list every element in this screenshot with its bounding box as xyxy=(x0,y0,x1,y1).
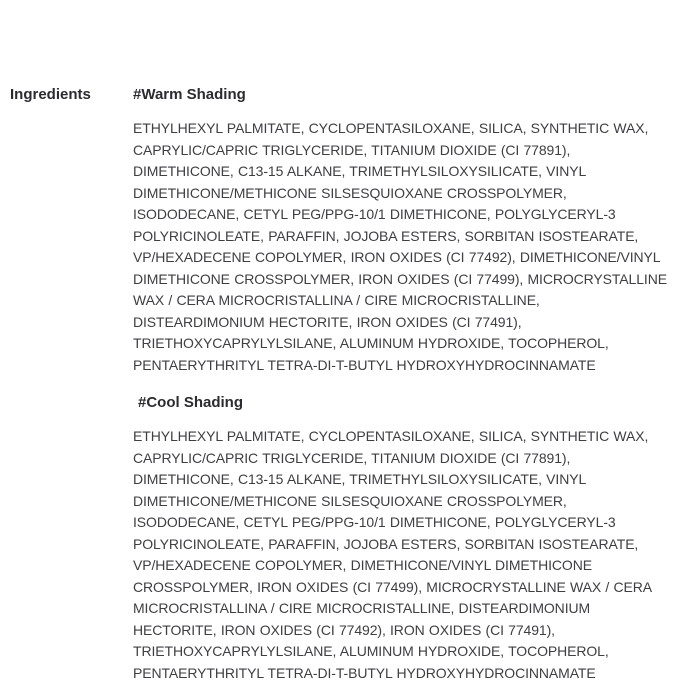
ingredient-group-warm-shading xyxy=(133,84,673,376)
ingredients-content-column xyxy=(133,84,673,684)
ingredients-label: Ingredients xyxy=(10,86,91,103)
warm-shading-title: #Warm Shading xyxy=(133,86,246,103)
ingredients-label-column xyxy=(10,84,133,105)
cool-shading-ingredient-list: ETHYLHEXYL PALMITATE, CYCLOPENTASILOXANE, SILICA, SYNTHETIC WAX, CAPRYLIC/CAPRIC TRIGLYCERIDE, TITANIUM DIOXIDE (CI 77891), DIMETHICONE, C13-15 ALKANE, TRIMETHYLSILOXYSILICATE, VINYL DIMETHICONE/METHICONE SILSESQUIOXANE CROSSPOLYMER, ISODODECANE, CETYL PEG/PPG-10/1 DIMETHICONE, POLYGLYCERYL-3 POLYRICINOLEATE, PARAFFIN, JOJOBA ESTERS, SORBITAN ISOSTEARATE, VP/HEXADECENE COPOLYMER, DIMETHICONE/VINYL DIMETHICONE CROSSPOLYMER, IRON OXIDES (CI 77499), MICROCRYSTALLINE WAX / CERA MICROCRISTALLINA / CIRE MICROCRISTALLINE, DISTEARDIMONIUM HECTORITE, IRON OXIDES (CI 77492), IRON OXIDES (CI 77491), TRIETHOXYCAPRYLYLSILANE, ALUMINUM HYDROXIDE, TOCOPHEROL, PENTAERYTHRITYL TETRA-DI-T-BUTYL HYDROXYHYDROCINNAMATE xyxy=(133,428,652,681)
cool-shading-title: #Cool Shading xyxy=(138,394,243,411)
ingredient-group-cool-shading xyxy=(133,392,673,684)
warm-shading-ingredient-list: ETHYLHEXYL PALMITATE, CYCLOPENTASILOXANE, SILICA, SYNTHETIC WAX, CAPRYLIC/CAPRIC TRIGLYCERIDE, TITANIUM DIOXIDE (CI 77891), DIMETHICONE, C13-15 ALKANE, TRIMETHYLSILOXYSILICATE, VINYL DIMETHICONE/METHICONE SILSESQUIOXANE CROSSPOLYMER, ISODODECANE, CETYL PEG/PPG-10/1 DIMETHICONE, POLYGLYCERYL-3 POLYRICINOLEATE, PARAFFIN, JOJOBA ESTERS, SORBITAN ISOSTEARATE, VP/HEXADECENE COPOLYMER, IRON OXIDES (CI 77492), DIMETHICONE/VINYL DIMETHICONE CROSSPOLYMER, IRON OXIDES (CI 77499), MICROCRYSTALLINE WAX / CERA MICROCRISTALLINA / CIRE MICROCRISTALLINE, DISTEARDIMONIUM HECTORITE, IRON OXIDES (CI 77491), TRIETHOXYCAPRYLYLSILANE, ALUMINUM HYDROXIDE, TOCOPHEROL, PENTAERYTHRITYL TETRA-DI-T-BUTYL HYDROXYHYDROCINNAMATE xyxy=(133,120,667,373)
